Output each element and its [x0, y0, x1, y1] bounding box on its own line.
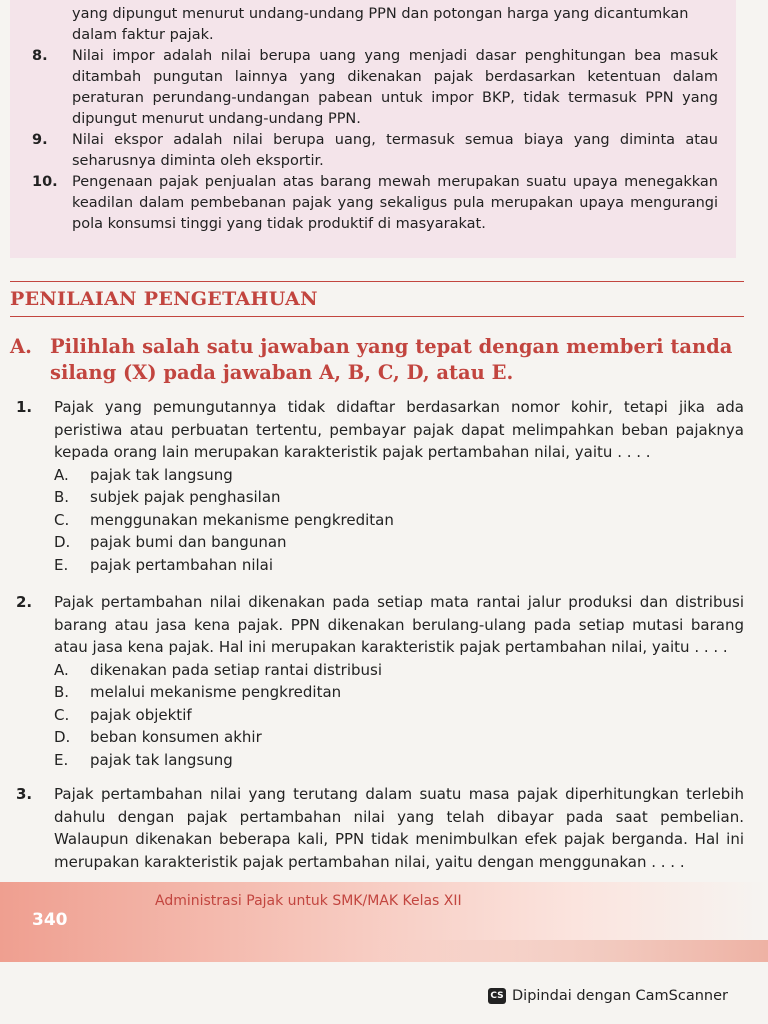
option-letter: E.	[54, 555, 69, 574]
option-text: pajak tak langsung	[90, 750, 233, 769]
answer-option[interactable]	[54, 704, 744, 727]
question-text: Pajak pertambahan nilai dikenakan pada setiap mata rantai jalur produksi dan distribusi barang atau jasa kena pajak. PPN dikenakan berulang-ulang pada setiap mutasi barang atau jasa kena pajak. Hal ini merupakan karakteristik pajak pertambahan nilai, yaitu . . . .	[54, 593, 744, 656]
question	[16, 783, 744, 873]
question-text: Pajak yang pemungutannya tidak didaftar berdasarkan nomor kohir, tetapi jika ada peristiwa atau perbuatan tertentu, pembayar pajak dapat melimpahkan beban pajaknya kepada orang lain merupakan karakteristik pajak pertambahan nilai, yaitu . . . .	[54, 398, 744, 461]
camscanner-icon: CS	[488, 988, 506, 1004]
option-letter: B.	[54, 683, 70, 701]
option-letter: A.	[54, 465, 69, 484]
answer-option[interactable]	[54, 749, 744, 772]
question-number: 2.	[16, 593, 33, 611]
answer-option[interactable]	[54, 681, 744, 704]
option-letter: A.	[54, 660, 69, 679]
option-text: dikenakan pada setiap rantai distribusi	[90, 660, 383, 679]
option-letter: D.	[54, 533, 71, 551]
answer-option[interactable]	[54, 486, 744, 509]
list-item	[32, 46, 718, 130]
answer-option[interactable]	[54, 554, 744, 577]
option-letter: C.	[54, 705, 70, 724]
option-text: pajak pertambahan nilai	[90, 555, 274, 574]
instruction-text: Pilihlah salah satu jawaban yang tepat dengan memberi tanda silang (X) pada jawaban A, B, C, D, atau E.	[50, 335, 733, 384]
watermark-text: Dipindai dengan CamScanner	[512, 988, 729, 1004]
item-text: Pengenaan pajak penjualan atas barang mewah merupakan suatu upaya menegakkan keadilan dalam pembebanan pajak yang sekaligus pula merupakan upaya mengurangi pola konsumsi tinggi yang tidak produktif di masyarakat.	[72, 174, 718, 232]
option-text: pajak tak langsung	[90, 465, 233, 484]
question	[16, 591, 744, 771]
option-text: pajak objektif	[90, 705, 192, 724]
option-letter: E.	[54, 750, 69, 769]
option-text: beban konsumen akhir	[90, 728, 262, 746]
option-text: subjek pajak penghasilan	[90, 488, 281, 506]
option-letter: C.	[54, 510, 70, 529]
item-number: 10.	[32, 174, 58, 190]
option-text: pajak bumi dan bangunan	[90, 533, 287, 551]
option-letter: B.	[54, 488, 70, 506]
list-item	[32, 172, 718, 235]
item-number: 9.	[32, 132, 48, 148]
answer-option[interactable]	[54, 509, 744, 532]
answer-option[interactable]	[54, 659, 744, 682]
footer-stripe	[380, 940, 768, 962]
divider	[10, 281, 744, 282]
answer-option[interactable]	[54, 464, 744, 487]
option-text: melalui mekanisme pengkreditan	[90, 683, 342, 701]
section-title: PENILAIAN PENGETAHUAN	[10, 288, 318, 310]
item-number: 8.	[32, 48, 48, 64]
continuation-line: dalam faktur pajak.	[72, 27, 214, 43]
question-number: 3.	[16, 785, 33, 803]
previous-section-box	[10, 0, 736, 258]
list-item	[32, 130, 718, 172]
option-letter: D.	[54, 728, 71, 746]
question-body	[54, 396, 744, 576]
book-title: Administrasi Pajak untuk SMK/MAK Kelas XII	[155, 893, 462, 909]
instruction-letter: A.	[10, 335, 32, 358]
scanner-watermark	[488, 988, 728, 1004]
option-text: menggunakan mekanisme pengkreditan	[90, 510, 394, 529]
item-text: Nilai impor adalah nilai berupa uang yang menjadi dasar penghitungan bea masuk ditambah pungutan lainnya yang dikenakan pajak berdasarkan ketentuan dalam peraturan perundang-undangan pabean untuk impor BKP, tidak termasuk PPN yang dipungut menurut undang-undang PPN.	[72, 48, 718, 127]
question-text: Pajak pertambahan nilai yang terutang dalam suatu masa pajak diperhitungkan terlebih dahulu dengan pajak pertambahan nilai yang telah dibayar pada saat pembelian. Walaupun dikenakan beberapa kali, PPN tidak menimbulkan efek pajak berganda. Hal ini merupakan karakteristik pajak pertambahan nilai, yaitu dengan menggunakan . . . .	[54, 785, 744, 871]
question-body	[54, 783, 744, 873]
question-body	[54, 591, 744, 771]
question	[16, 396, 744, 576]
answer-option[interactable]	[54, 726, 744, 749]
page-number: 340	[32, 910, 68, 930]
answer-option[interactable]	[54, 531, 744, 554]
continuation-line: yang dipungut menurut undang-undang PPN dan potongan harga yang dicantumkan	[72, 6, 689, 22]
item-text: Nilai ekspor adalah nilai berupa uang, termasuk semua biaya yang diminta atau seharusnya diminta oleh eksportir.	[72, 132, 718, 169]
divider	[10, 316, 744, 317]
question-number: 1.	[16, 398, 33, 416]
instruction	[10, 334, 744, 386]
